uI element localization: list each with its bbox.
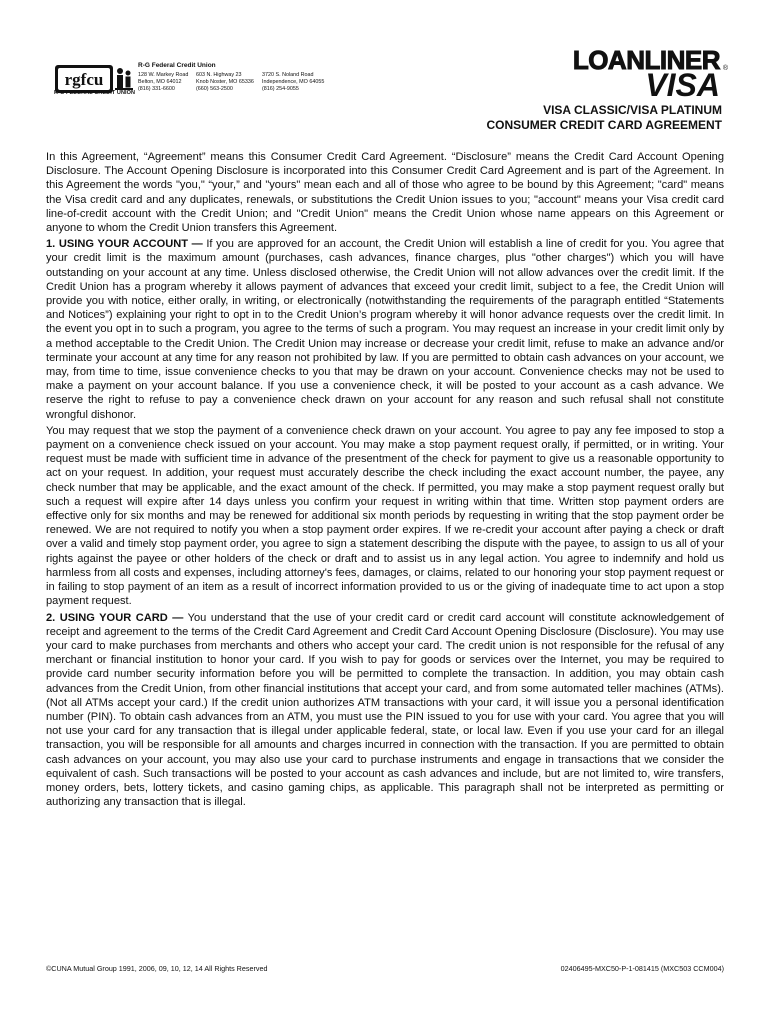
copyright-notice: ©CUNA Mutual Group 1991, 2006, 09, 10, 12, 14 All Rights Reserved	[46, 964, 268, 973]
form-code: 02406495-MXC50-P-1-081415 (MXC503 CCM004)	[560, 964, 724, 973]
loanliner-wordmark: LOANLINER	[572, 45, 720, 75]
section-1-text: If you are approved for an account, the Credit Union will establish a line of credit for you. You agree that your credit limit is the maximum amount (purchases, cash advances, finance charges, plus "other charges") which you will have outstanding on your account at any time. Unless disclosed otherwise, the Credit Union will not allow advances over the credit limit. If the Credit Union has a program whereby it allows payment of advances that exceed your credit limit, subject to a fee, the Credit Union will provide you with notice, either orally, in writing, or electronically (notwithstanding the requirements of the paragraph entitled “Statements and Notices”) explaining your right to opt in to the Credit Union’s program whereby it will honor advance requests over the credit limit. In the event you opt in to such a program, you agree to the terms of such a program. You may request an increase in your credit limit only by a method acceptable to the Credit Union. The Credit Union may increase or decrease your credit limit, refuse to make an advance and/or terminate your account at any time for any reason not prohibited by law. If you are permitted to obtain cash advances on your account, we may, from time to time, issue convenience checks to you that may be drawn on your account. Convenience checks may not be used to make a payment on your account balance. If you use a convenience check, it will be posted to your account as a cash advance. We reserve the right to refuse to pay a convenience check drawn on your account for any reason and such refusal shall not constitute wrongful dishonor.	[46, 238, 724, 421]
section-1-stop-payment-paragraph: You may request that we stop the payment of a convenience check drawn on your account. You agree to pay any fee imposed to stop a payment on a convenience check issued on your account. You may make a stop payment request orally, if permitted, or in writing. Your request must be made with sufficient time in advance of the presentment of the check for payment to give us a reasonable opportunity to act on your request. In addition, your request must accurately describe the check including the exact account number, the payee, any check number that may be applicable, and the exact amount of the check. If permitted, you may make a stop payment request orally but such a request will expire after 14 days unless you confirm your request in writing within that time. Written stop payment orders are effective only for six months and may be renewed for additional six month periods by requesting in writing that the stop payment order be renewed. We are not required to notify you when a stop payment order expires. If we re-credit your account after paying a check or draft over a valid and timely stop payment order, you agree to sign a statement describing the dispute with the payee, to assign to us all of your rights against the payee or other holders of the check or draft and to assist us in any legal action. You agree to indemnify and hold us harmless from all costs and expenses, including attorney's fees, damages, or claims, related to our honoring your stop payment request or in failing to stop payment of an item as a result of incorrect information provided to us or the giving of inadequate time to act upon a stop payment request.	[46, 424, 724, 608]
intro-paragraph: In this Agreement, “Agreement” means this Consumer Credit Card Agreement. “Disclosure” means the Credit Card Account Opening Disclosure. The Account Opening Disclosure is incorporated into this Consumer Credit Card Agreement and is part of the Agreement. In this Agreement the words "you," “your,” and "yours" mean each and all of those who agree to be bound by this Agreement; "card" means the Visa credit card and any duplicates, renewals, or substitutions the Credit Union issues to you; "account" means your Visa credit card line-of-credit account with the Credit Union; and "Credit Union" means the Credit Union whose name appears on this Agreement or anyone to whom the Credit Union transfers this Agreement.	[46, 151, 724, 235]
title-line-1: VISA CLASSIC/VISA PLATINUM	[543, 103, 722, 117]
section-2-paragraph	[46, 611, 724, 810]
registered-mark: ®	[722, 65, 728, 72]
document-title	[486, 103, 722, 133]
section-2-text: You understand that the use of your credit card or credit card account will constitute acknowledgement of receipt and agreement to the terms of the Credit Card Agreement and Credit Card Account Opening Disclosure (Disclosure). You may use your card to make purchases from merchants and others who accept your card. The credit union is not responsible for the refusal of any merchant or financial institution to honor your card. If you wish to pay for goods or services over the Internet, you may be required to provide card number security information before you will be permitted to complete the transaction. In addition, you may obtain cash advances from the Credit Union, from other financial institutions that accept your card, and from some automated teller machines (ATMs). (Not all ATMs accept your card.) If the credit union authorizes ATM transactions with your card, it will issue you a personal identification number (PIN). To obtain cash advances from an ATM, you must use the PIN issued to you for use with your card. You agree that you will not use your card for any transaction that is illegal under applicable federal, state, or local law. Even if you use your card for an illegal transaction, you will be responsible for all amounts and charges incurred in connection with the transaction. If you are permitted to obtain cash advances on your account, you may also use your card to purchase instruments and engage in transactions that we consider the equivalent of cash. Such transactions will be posted to your account as cash advances and include, but are not limited to, wire transfers, money orders, bets, lottery tickets, and casino gaming chips, as applicable. This paragraph shall not be interpreted as permitting or authorizing any transaction that is illegal.	[46, 611, 724, 809]
title-line-2: CONSUMER CREDIT CARD AGREEMENT	[486, 118, 722, 132]
section-1-heading: 1. USING YOUR ACCOUNT —	[46, 238, 203, 251]
branch-address-knob-noster: 603 N. Highway 23 Knob Noster, MO 65336 (660) 563-2500	[196, 72, 254, 92]
section-1-paragraph	[46, 237, 724, 422]
branch-address-independence: 3720 S. Noland Road Independence, MO 64055 (816) 254-9055	[262, 72, 325, 92]
logo-caption: R-G FEDERAL CREDIT UNION	[54, 90, 136, 96]
agreement-body	[46, 150, 724, 811]
loanliner-visa-logo	[564, 45, 728, 109]
branch-address-belton: 128 W. Markey Road Belton, MO 64012 (816) 331-6600	[138, 72, 189, 92]
section-2-heading: 2. USING YOUR CARD —	[46, 611, 184, 624]
logo-text: rgfcu	[64, 70, 104, 89]
visa-wordmark: VISA	[645, 67, 720, 103]
credit-union-name: R-G Federal Credit Union	[138, 62, 216, 69]
